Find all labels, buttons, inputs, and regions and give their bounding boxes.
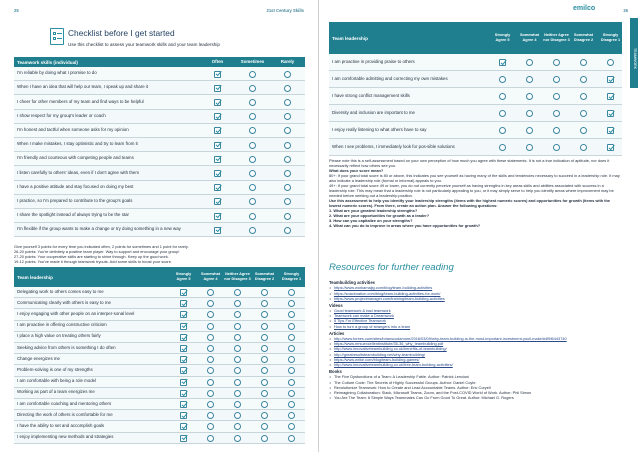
header-col: Somewhat Disagree 2 [573,33,594,42]
checked-box[interactable] [180,311,187,318]
option-circle[interactable] [284,227,291,234]
right-page-number: 26 [623,8,628,13]
option-circle[interactable] [288,345,295,352]
table-row [329,105,622,122]
option-circle[interactable] [207,435,214,442]
side-tab [630,18,638,88]
checked-box[interactable] [214,198,221,205]
resources-list [329,280,624,400]
option-circle[interactable] [234,289,241,296]
row-label: I enjoy really listening to what others have to say [332,126,427,132]
table-row [14,209,305,223]
checklist-subtitle: Use this checklist to assess your teamwork skills and your team leadership [68,42,220,47]
option-circle[interactable] [234,300,241,307]
header-col: Often [211,59,224,65]
option-circle[interactable] [234,356,241,363]
option-circle[interactable] [234,379,241,386]
checked-box[interactable] [180,412,187,419]
option-circle[interactable] [234,334,241,341]
checked-box[interactable] [180,356,187,363]
resources-title: Resources for further reading [329,262,454,273]
option-circle[interactable] [207,334,214,341]
checked-box[interactable] [214,184,221,191]
header-col: Strongly Disagree 1 [281,272,302,281]
table-row [14,287,305,298]
checked-box[interactable] [607,110,614,117]
option-circle[interactable] [249,99,256,106]
resource-link[interactable] [329,296,624,301]
option-circle[interactable] [553,110,560,117]
table-row [329,54,622,71]
checked-box[interactable] [180,323,187,330]
option-circle[interactable] [207,289,214,296]
emilco-logo [573,5,595,12]
note-8: 3. How can you capitalize on your strengths? [329,218,413,223]
checked-box[interactable] [214,127,221,134]
scoring-notes [14,244,306,264]
option-circle[interactable] [207,311,214,318]
checked-box[interactable] [214,213,221,220]
header-col: Somewhat Agree 4 [201,272,220,281]
option-circle[interactable] [261,390,268,397]
note-3: 80+: If your grand total score is 80 or above, this indicates you see yourself as having many of the skills and tendencies necessary to succeed in a leadership role. It may also indicate a leadership role (formal or informal) appeals to you. [329,173,620,183]
option-circle[interactable] [526,144,533,151]
table-row [14,95,305,109]
option-circle[interactable] [207,345,214,352]
note-7: 2. What are your opportunities for growth as a leader? [329,213,430,218]
assessment-notes [329,158,622,228]
link-text[interactable]: How to turn a group of strangers into a team [334,323,411,329]
checked-box[interactable] [214,113,221,120]
note-5: Use this assessment to help you identify your leadership strengths (items with the highest numeric scores) and opportunities for growth (items with the lowest numeric scores). From there, create an action plan. Answer the following questions: [329,198,611,208]
option-circle[interactable] [284,127,291,134]
option-circle[interactable] [288,289,295,296]
table-header [14,267,305,287]
option-circle[interactable] [234,323,241,330]
option-circle[interactable] [207,300,214,307]
resource-heading: Articles [329,330,345,336]
option-circle[interactable] [249,85,256,92]
team-leadership-table-cont [329,22,622,162]
option-circle[interactable] [207,356,214,363]
resource-heading: Books [329,369,342,374]
note-4: 49+: If your grand total score 49 or lower, you do not currently perceive yourself as having strengths in key areas skills and abilities associated with success in a leadership role. This may mean that a leadership role is not particularly appealing to you, or it may simply serve to help you identify areas where improvement may be needed before seeking out a leadership position. [329,183,614,198]
table-row [14,321,305,332]
row-label: I have the ability to set and accomplish goals [17,423,105,429]
row-label: I have strong conflict management skills [332,92,410,98]
row-label: I am comfortable coaching and mentoring others [17,400,112,406]
table-row [14,166,305,180]
option-circle[interactable] [234,401,241,408]
option-circle[interactable] [526,127,533,134]
option-circle[interactable] [249,113,256,120]
option-circle[interactable] [261,334,268,341]
option-circle[interactable] [526,93,533,100]
resource-link[interactable] [329,362,624,367]
checklist-icon [50,28,64,45]
resource-book: • Revolutionize Teamwork: How to Create and Lead Accountable Teams. Author: Eric Coryell [329,385,624,390]
option-circle[interactable] [499,93,506,100]
option-circle[interactable] [284,99,291,106]
resource-book: • The Culture Code: The Secrets of Highly Successful Groups. Author: Daniel Coyle. [329,380,624,385]
row-label: When I make mistakes, I stay optimistic and try to learn from it [17,141,138,147]
option-circle[interactable] [261,345,268,352]
side-tab-label: TEAMWORK [633,48,637,70]
checked-box[interactable] [214,156,221,163]
link-text[interactable]: Teamwork can make a Dreamwork [334,313,394,319]
logo-text: emilco [573,5,596,12]
option-circle[interactable] [207,323,214,330]
option-circle[interactable] [284,71,291,78]
checked-box[interactable] [607,93,614,100]
checked-box[interactable] [180,345,187,352]
row-label: I'm flexible if the group wants to make a change or try doing something in a new way [17,226,181,232]
option-circle[interactable] [261,423,268,430]
header-col: Strongly Disagree 1 [600,33,621,42]
checked-box[interactable] [180,367,187,374]
left-page-number: 25 [14,8,19,13]
table-row [14,365,305,376]
checked-box[interactable] [180,390,187,397]
table-row [329,88,622,105]
option-circle[interactable] [607,59,614,66]
table-row [14,309,305,320]
option-circle[interactable] [249,184,256,191]
option-circle[interactable] [580,127,587,134]
checked-box[interactable] [499,59,506,66]
table-row [14,138,305,152]
checklist-title: Checklist before I get started [68,28,175,38]
header-col: Strongly Agree 5 [175,272,192,281]
table-row [329,71,622,88]
option-circle[interactable] [249,213,256,220]
option-circle[interactable] [234,412,241,419]
link-text[interactable]: http://greatresultsteambuilding.net/why-teambuilding/ [334,351,426,357]
row-label: I am proactive in providing praise to others [332,58,415,64]
option-circle[interactable] [288,423,295,430]
option-circle[interactable] [499,110,506,117]
row-label: I place a high value on treating others fairly [17,333,101,339]
checked-box[interactable] [214,170,221,177]
header-col: Somewhat Disagree 2 [254,272,275,281]
option-circle[interactable] [261,300,268,307]
option-circle[interactable] [261,356,268,363]
checked-box[interactable] [180,334,187,341]
option-circle[interactable] [288,412,295,419]
row-label: Communicating clearly with others is easy to me [17,299,111,305]
header-col: Neither Agree nor Disagree 3 [543,33,570,42]
resource-list [329,336,624,367]
option-circle[interactable] [288,435,295,442]
link-text[interactable]: https://www.mrsuexcellentinstitute/35-36_why_teambuilding.pdf [334,341,444,347]
scoring-line-4: 19-12 points: You've made it through teamwork tryouts. Add some skills to boost your score. [14,259,172,264]
row-label: I listen carefully to others' ideas, even if I don't agree with them [17,169,139,175]
checked-box[interactable] [180,300,187,307]
header-col: Sometimes [240,59,265,65]
option-circle[interactable] [288,300,295,307]
table-row [14,181,305,195]
resource-book: • You Are The Team: 6 Simple Ways Teammates Can Go From Good To Great. Author: Michael G. Rogers [329,395,624,400]
header-label: Team leadership [17,274,53,280]
table-row [14,298,305,309]
header-col: Rarely [280,59,295,65]
table-row [14,67,305,81]
right-page [319,0,638,452]
link-text[interactable]: https://www.wrike.com/blog/team-building-games/ [334,356,420,362]
header-col: Somewhat Agree 4 [520,33,539,42]
table-row [14,410,305,421]
checked-box[interactable] [214,227,221,234]
row-label: I cheer for other members of my team and find ways to be helpful [17,98,144,104]
checked-box[interactable] [180,289,187,296]
table-row [14,332,305,343]
option-circle[interactable] [261,323,268,330]
resource-heading: Videos [329,302,343,308]
option-circle[interactable] [249,142,256,149]
resource-book: • The Five Dysfunctions of a Team: A Leadership Fable. Author: Patrick Lencioni [329,374,624,379]
checked-box[interactable] [214,99,221,106]
link-text[interactable]: https://snacknation.com/blog/team-building-activities-for-work/ [334,290,441,296]
header-label: Teamwork skills (individual) [17,59,78,65]
table-row [14,388,305,399]
option-circle[interactable] [234,435,241,442]
table-header [329,22,622,54]
option-circle[interactable] [288,401,295,408]
scoring-line-2: 26-20 points: You're definitely a positive team player. Way to support and encourage your group! [14,249,180,254]
note-6: 1. What are your greatest leadership strengths? [329,208,418,213]
note-9: 4. What can you do to improve in areas where you have opportunities for growth? [329,223,481,228]
checked-box[interactable] [607,76,614,83]
option-circle[interactable] [284,184,291,191]
link-text[interactable]: http://www.forbes.com/sites/brianscudamore/2016/03/09/why-team-building-is-the-most-important-investment-youll-make/#4f5f6443740 [334,336,567,342]
row-label: I'm friendly and courteous with competing people and teams [17,155,134,161]
option-circle[interactable] [234,423,241,430]
option-circle[interactable] [207,412,214,419]
row-label: Working as part of a team energizes me [17,389,95,395]
row-label: I have a positive attitude and stay focused on doing my best [17,183,134,189]
option-circle[interactable] [249,198,256,205]
table-row [14,421,305,432]
table-row [14,110,305,124]
row-label: I'm honest and tactful when someone asks for my opinion [17,126,129,132]
row-label: I share the spotlight instead of always trying to be the star [17,212,130,218]
checked-box[interactable] [180,379,187,386]
option-circle[interactable] [261,401,268,408]
resource-list [329,374,624,399]
option-circle[interactable] [261,412,268,419]
row-label: I am proactive in offering constructive criticism [17,322,107,328]
row-label: Seeking advice from others is something I do often [17,344,116,350]
option-circle[interactable] [234,367,241,374]
option-circle[interactable] [553,76,560,83]
option-circle[interactable] [499,144,506,151]
checked-box[interactable] [214,71,221,78]
option-circle[interactable] [553,93,560,100]
resource-link[interactable] [329,324,624,329]
table-row [14,354,305,365]
link-text[interactable]: http://www.innovativeteambuilding.co.uk/free-team-building-activities/ [334,361,453,367]
option-circle[interactable] [580,144,587,151]
option-circle[interactable] [261,379,268,386]
option-circle[interactable] [284,213,291,220]
row-label: When I see problems, I immediately look for pos-sible solutions [332,143,455,149]
option-circle[interactable] [288,379,295,386]
option-circle[interactable] [207,423,214,430]
table-row [329,122,622,139]
resource-book: • Reimagining Collaboration: Slack, Microsoft Teams, Zoom, and the Post-COVID World of Work. Author: Phil Simon [329,390,624,395]
row-label: I am comfortable admitting and correcting my own mistakes [332,75,448,81]
link-text[interactable]: https://www.workamajig.com/blog/team-building-activities [334,285,433,291]
row-label: Problem-solving is one of my strengths [17,367,93,373]
table-row [14,343,305,354]
table-header [14,57,305,67]
note-2: What does your score mean? [329,168,384,173]
option-circle[interactable] [261,311,268,318]
row-label: Change energizes me [17,355,60,361]
team-leadership-table [14,267,305,445]
option-circle[interactable] [284,198,291,205]
row-label: I'm reliable by doing what I promise to do [17,70,97,76]
table-row [14,152,305,166]
link-text[interactable]: http://www.innovativeteambuilding.co.uk/benefits-of-teambuilding/ [334,346,447,352]
header-col: Neither Agree nor Disagree 3 [224,272,251,281]
option-circle[interactable] [207,401,214,408]
option-circle[interactable] [249,156,256,163]
option-circle[interactable] [284,85,291,92]
option-circle[interactable] [499,76,506,83]
resource-list [329,285,624,300]
note-1: Please note this is a self-assessment based on your own perception of how much you agree with these statements. It is not a true indication of aptitude, nor does it necessarily reflect how others see you. [329,158,610,168]
option-circle[interactable] [288,323,295,330]
book-title: 21st Century Skills [266,8,304,13]
option-circle[interactable] [526,76,533,83]
option-circle[interactable] [553,59,560,66]
option-circle[interactable] [580,76,587,83]
option-circle[interactable] [288,390,295,397]
row-label: Directing the work of others is comfortable for me [17,411,113,417]
checked-box[interactable] [214,85,221,92]
option-circle[interactable] [284,113,291,120]
checked-box[interactable] [180,435,187,442]
option-circle[interactable] [553,127,560,134]
option-circle[interactable] [284,170,291,177]
row-label: When I have an idea that will help our team, I speak up and share it [17,84,149,90]
header-col: Strongly Agree 5 [494,33,511,42]
teamwork-skills-table [14,57,305,242]
resource-heading: Teambuilding activities [329,280,375,285]
table-row [14,223,305,237]
option-circle[interactable] [580,93,587,100]
table-row [14,377,305,388]
option-circle[interactable] [580,110,587,117]
option-circle[interactable] [249,227,256,234]
option-circle[interactable] [288,356,295,363]
row-label: I enjoy engaging with other people on an interper-sonal level [17,311,135,317]
checked-box[interactable] [607,144,614,151]
option-circle[interactable] [261,367,268,374]
option-circle[interactable] [499,127,506,134]
option-circle[interactable] [288,367,295,374]
scoring-line-3: 27-20 points: Your cooperative skills are starting to shine through. Keep up the good work. [14,254,169,259]
checked-box[interactable] [214,142,221,149]
link-text[interactable]: 5 Tips For Effective Teamwork [334,318,386,324]
row-label: Delegating work to others comes easy to me [17,288,104,294]
option-circle[interactable] [284,156,291,163]
table-row [329,139,622,156]
link-text[interactable]: https://www.projectmanager.com/training/team-building-activities [334,295,445,301]
row-label: Diversity and inclusion are important to me [332,109,415,115]
scoring-line-1: Give yourself 3 points for every time you indicated often, 2 points for sometimes and 1 point for rarely. [14,244,189,249]
option-circle[interactable] [249,71,256,78]
table-row [14,433,305,444]
table-row [14,124,305,138]
option-circle[interactable] [234,345,241,352]
option-circle[interactable] [249,127,256,134]
row-label: I practice, so I'm prepared to contribute to the group's goals [17,197,133,203]
option-circle[interactable] [234,390,241,397]
checked-box[interactable] [180,423,187,430]
option-circle[interactable] [234,311,241,318]
option-circle[interactable] [249,170,256,177]
table-row [14,195,305,209]
option-circle[interactable] [261,435,268,442]
table-row [14,399,305,410]
option-circle[interactable] [526,59,533,66]
table-row [14,81,305,95]
option-circle[interactable] [553,144,560,151]
option-circle[interactable] [207,367,214,374]
row-label: I enjoy implementing new methods and strategies [17,434,114,440]
link-text[interactable]: Good teamwork & bad teamwork [334,308,391,314]
option-circle[interactable] [207,390,214,397]
option-circle[interactable] [526,110,533,117]
option-circle[interactable] [580,59,587,66]
header-label: Team leadership [332,35,368,41]
checked-box[interactable] [180,401,187,408]
option-circle[interactable] [288,334,295,341]
row-label: I show respect for my group's leader or coach [17,112,106,118]
option-circle[interactable] [284,142,291,149]
option-circle[interactable] [207,379,214,386]
option-circle[interactable] [288,311,295,318]
option-circle[interactable] [261,289,268,296]
row-label: I am comfortable with being a role model [17,378,97,384]
checked-box[interactable] [607,127,614,134]
resource-list [329,308,624,328]
